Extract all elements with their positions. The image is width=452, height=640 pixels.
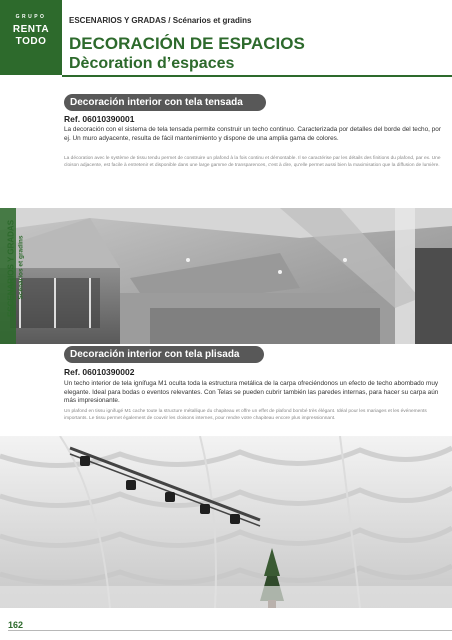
product-description: La decoración con el sistema de tela tensada permite construir un techo continuo. Caracterizada por detalles del borde del techo, por ej. Un muro adyacente, resulta de fácil mantenimiento y dispone de una amplia gama de colores. xyxy=(64,126,441,142)
product-description-french: La décoration avec le système de tissu tendu permet de construire un plafond à la fois continu et démontable. Il se caractérise par les détails des finitions du plafond, par ex. Une cloison adjacente, est facile à entretenir et disponible dans une large gamme de transparences, c'est à dire, qu'elle permet aussi bien la maximisation que la diffusion de lumière. xyxy=(64,156,441,168)
side-tab-label: ESCENARIOS Y GRADAS xyxy=(6,219,16,318)
product-description-french: Un plafond en tissu ignifugé M1 cache toute la structure métallique du chapiteau et offre un effet de plafond bombé très élégant. Idéal pour les mariages et les événements importants. Le tissu permet également de couvrir les cloisons internes, pour rendre votre chapiteau encore plus impressionnant. xyxy=(64,409,427,421)
side-tab-label-french: Scénarios et gradins xyxy=(17,235,25,300)
tensioned-fabric-ceiling-photo xyxy=(0,208,452,344)
page-title-french: Dècoration d’espaces xyxy=(69,55,235,72)
logo-grupo-text: GRUPO xyxy=(15,14,47,20)
brand-logo xyxy=(0,0,62,75)
page-number: 162 xyxy=(8,620,24,630)
logo-renta-text: RENTA xyxy=(12,24,50,35)
logo-todo-text: TODO xyxy=(15,36,47,47)
product-title-banner: Decoración interior con tela plisada xyxy=(64,346,264,363)
product-description: Un techo interior de tela ignífuga M1 oculta toda la estructura metálica de la carpa ofreciéndonos un efecto de techo abombado muy elegante. Ideal para bodas o eventos relevantes. Con Telas se pueden cubrir también las paredes internas, para hacer su carpa aún más impresionante. xyxy=(64,380,439,405)
product-reference: Ref. 06010390001 xyxy=(64,114,135,124)
section-heading: ESCENARIOS Y GRADAS / Scénarios et gradins xyxy=(69,16,252,25)
page-title: DECORACIÓN DE ESPACIOS xyxy=(69,34,305,53)
header-divider xyxy=(62,75,452,77)
product-reference: Ref. 06010390002 xyxy=(64,367,135,377)
product-title-banner: Decoración interior con tela tensada xyxy=(64,94,266,111)
pleated-fabric-ceiling-photo xyxy=(0,436,452,608)
footer-divider xyxy=(8,630,452,631)
